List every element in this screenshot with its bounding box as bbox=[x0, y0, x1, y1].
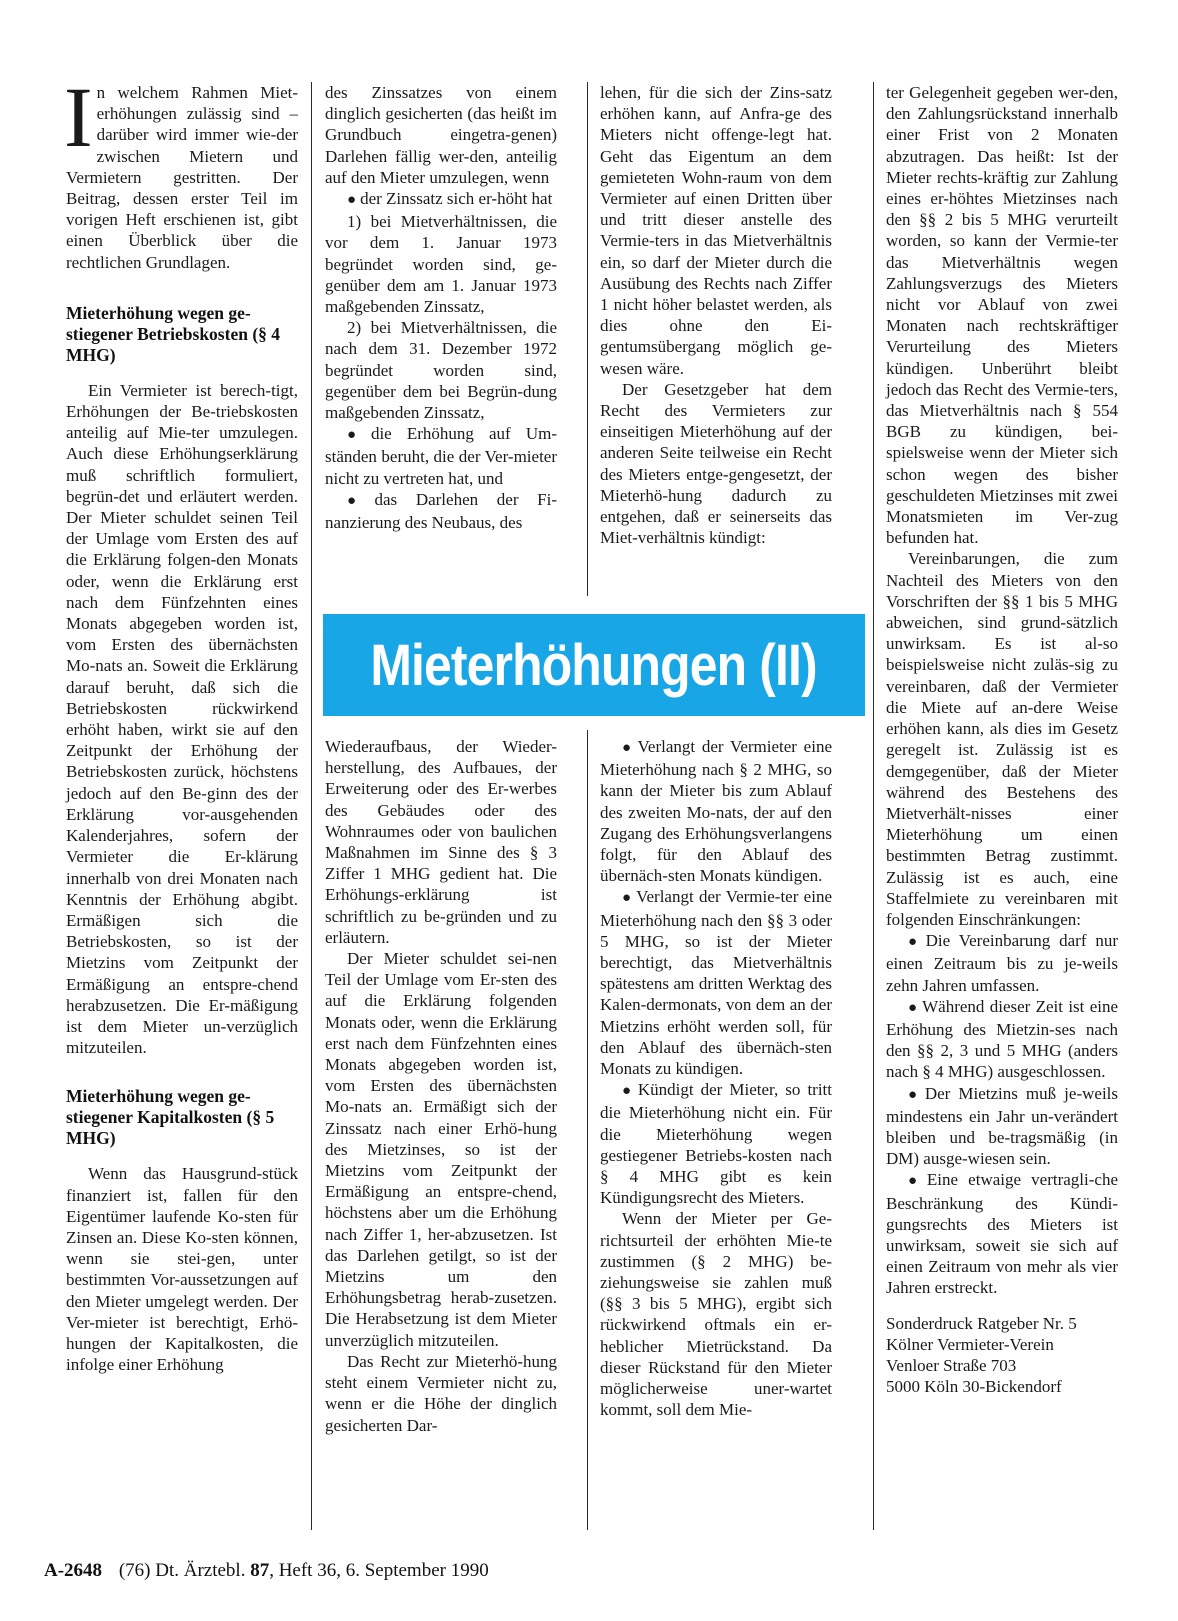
heading-betriebskosten: Mieterhöhung wegen ge-stiegener Betriebskosten (§ 4 MHG) bbox=[66, 302, 281, 365]
volume-number: 87 bbox=[250, 1560, 270, 1581]
paragraph: lehen, für die sich der Zins-satz erhöhen kann, auf Anfra-ge des Mieters nicht offenge-legt hat. Geht das Eigentum an dem gemieteten Wohn-raum von dem Vermieter auf einen Dritten über und tritt dieser anstelle des Vermie-ters in das Mietverhältnis ein, so darf der Mieter durch die Ausübung des Rechts nach Ziffer 1 nicht höher belastet werden, als dies ohne den Ei-gentumsübergang möglich ge-wesen wäre. bbox=[600, 83, 832, 378]
column-rule-2-lower bbox=[587, 730, 588, 1530]
column-3-lower bbox=[600, 736, 832, 1421]
bullet-icon: ● bbox=[622, 1083, 634, 1100]
intro-paragraph bbox=[64, 69, 298, 273]
bullet-icon: ● bbox=[347, 192, 357, 209]
bullet-item: ● die Erhöhung auf Um-ständen beruht, die der Ver-mieter nicht zu vertreten hat, und bbox=[325, 424, 557, 488]
bullet-item: ● Während dieser Zeit ist eine Erhöhung des Mietzin-ses nach den §§ 2, 3 und 5 MHG (anders nach § 4 MHG) ausgeschlossen. bbox=[886, 996, 1119, 1082]
paragraph: Der Mieter schuldet sei-nen Teil der Umlage vom Er-sten des auf die Erklärung folgenden Monats oder, wenn die Erklärung erst nach dem Fünfzehnten eines Monats abgegeben worden ist, vom Ersten des übernächsten Mo-nats an. Ermäßigt sich der Zinssatz nach einer Erhö-hung des Mietzinses, so ist der Mietzins vom Zeitpunkt der Ermäßigung an entspre-chend, höchstens aber um die Erhöhung nach Ziffer 1, her-abzusetzen. Ist das Darlehen getilgt, so ist der Mietzins um den Erhöhungsbetrag herab-zusetzen. Die Herabsetzung ist dem Mieter unverzüglich mitzuteilen. bbox=[325, 949, 557, 1350]
bullet-icon: ● bbox=[908, 1173, 923, 1190]
column-4 bbox=[886, 82, 1118, 1397]
drop-cap: I bbox=[64, 69, 93, 165]
paragraph: Vereinbarungen, die zum Nachteil des Mieters von den Vorschriften der §§ 1 bis 5 MHG abweichen, sind grund-sätzlich unwirksam. Es ist al-so beispielsweise nicht zuläs-sig zu vereinbaren, daß der Vermieter die Miete auf an-dere Weise erhöhen kann, als dies im Gesetz geregelt ist. Zulässig ist es demgegenüber, daß der Mieter während des Bestehens des Mietverhält-nisses einer Mieterhöhung um einen bestimmten Betrag zustimmt. Zulässig ist es auch, eine Staffelmiete zu vereinbaren mit folgenden Einschränkungen: bbox=[886, 549, 1118, 929]
paragraph: des Zinssatzes von einem dinglich gesicherten (das heißt im Grundbuch eingetra-genen) Darlehen fällig wer-den, anteilig auf den Mieter umzulegen, wenn bbox=[325, 83, 557, 187]
bullet-item: ● Der Mietzins muß je-weils mindestens ein Jahr un-verändert bleiben und be-tragsmäßig (in DM) ausge-wiesen sein. bbox=[886, 1083, 1119, 1169]
bullet-item: ● das Darlehen der Fi-nanzierung des Neubaus, des bbox=[325, 489, 557, 533]
bullet-item: ● Verlangt der Vermie-ter eine Mieterhöhung nach den §§ 3 oder 5 MHG, so ist der Mieter berechtigt, das Mietverhältnis spätestens am dritten Werktag des Kalen-dermonats, von dem an der Mietzins erhöht werden soll, für den Ablauf des übernäch-sten Monats zu kündigen. bbox=[600, 887, 832, 1079]
bullet-item: ● Eine etwaige vertragli-che Beschränkung des Kündi-gungsrechts des Mieters ist unwirksam, soweit sie sich auf einen Zeitraum von mehr als vier Jahren erstreckt. bbox=[886, 1170, 1118, 1298]
bullet-icon: ● bbox=[622, 890, 633, 907]
address-line: Sonderdruck Ratgeber Nr. 5 bbox=[886, 1313, 1077, 1333]
page-footer bbox=[44, 1560, 489, 1582]
bullet-item: ● Kündigt der Mieter, so tritt die Mieterhöhung nicht ein. Für die Mieterhöhung wegen gestiegener Betriebs-kosten nach § 4 MHG gibt es kein Kündigungsrecht des Mieters. bbox=[600, 1080, 833, 1208]
intro-text: n welchem Rahmen Miet-erhöhungen zulässig sind – darüber wird immer wie-der zwischen Mietern und Vermietern gestritten. Der Beitrag, dessen erster Teil im vorigen Heft erschienen ist, gibt einen Überblick über die rechtlichen Grundlagen. bbox=[66, 83, 298, 272]
heading-kapitalkosten: Mieterhöhung wegen ge-stiegener Kapitalkosten (§ 5 MHG) bbox=[66, 1086, 275, 1149]
paragraph: ter Gelegenheit gegeben wer-den, den Zahlungsrückstand innerhalb einer Frist von 2 Monaten abzutragen. Das heißt: Ist der Mieter rechts-kräftig zur Zahlung eines er-höhtes Mietzinses nach den §§ 2 bis 5 MHG verurteilt worden, so kann der Vermie-ter das Mietverhältnis wegen Zahlungsverzugs des Mieters nicht vor Ablauf von zwei Monaten nach rechtskräftiger Verurteilung des Mieters kündigen. Unberührt bleibt jedoch das Recht des Vermie-ters, das Mietverhältnis nach § 554 BGB zu kündigen, bei-spielsweise wenn der Mieter sich schon wegen des bisher geschuldeten Mietzinses mit zwei Monatsmieten im Ver-zug befunden hat. bbox=[886, 83, 1118, 548]
source-address bbox=[886, 1313, 1118, 1398]
column-rule-1 bbox=[311, 82, 312, 1530]
paragraph-betriebskosten: Ein Vermieter ist berech-tigt, Erhöhungen der Be-triebskosten anteilig auf Mie-ter umzulegen. Auch diese Erhöhungserklärung muß schriftlich formuliert, begrün-det und erläutert werden. Der Mieter schuldet seinen Teil der Umlage vom Ersten des auf die Erklärung folgen-den Monats oder, wenn die Erklärung erst nach dem Fünfzehnten eines Monats abgegeben worden ist, vom Ersten des übernächsten Mo-nats an. Soweit die Erklärung darauf beruht, daß sich die Betriebskosten rückwirkend erhöht haben, wirkt sie auf den Zeitpunkt der Erhöhung der Betriebskosten zurück, höchstens jedoch auf den Be-ginn des der Erklärung vor-ausgehenden Kalenderjahres, sofern der Vermieter die Er-klärung innerhalb von drei Monaten nach Kenntnis der Erhöhung abgibt. Ermäßigen sich die Betriebskosten, so ist der Mietzins vom Zeitpunkt der Ermäßigung an entspre-chend herabzusetzen. Die Er-mäßigung ist dem Mieter un-verzüglich mitzuteilen. bbox=[66, 380, 298, 1058]
bullet-icon: ● bbox=[347, 492, 371, 509]
sub-item: 1) bei Mietverhältnissen, die vor dem 1. Januar 1973 begründet worden sind, ge-genüber dem am 1. Januar 1973 maßgebenden Zinssatz, bbox=[325, 212, 557, 317]
bullet-icon: ● bbox=[622, 740, 634, 756]
bullet-item: ● Verlangt der Vermieter eine Mieterhöhung nach § 2 MHG, so kann der Mieter bis zum Ablauf des zweiten Mo-nats, der auf den Zugang des Erhöhungsverlangens folgt, für den Ablauf des übernäch-sten Monats kündigen. bbox=[600, 737, 833, 886]
address-line: Kölner Vermieter-Verein bbox=[886, 1334, 1054, 1354]
issue-date: , Heft 36, 6. September 1990 bbox=[269, 1560, 489, 1581]
bullet-icon: ● bbox=[908, 999, 919, 1016]
address-line: Venloer Straße 703 bbox=[886, 1355, 1017, 1375]
column-1 bbox=[64, 69, 298, 1375]
bullet-item: ● der Zinssatz sich er-höht hat bbox=[347, 189, 553, 209]
bullet-item: ● Die Vereinbarung darf nur einen Zeitraum bis zu je-weils zehn Jahren umfassen. bbox=[886, 931, 1119, 995]
sub-item: 2) bei Mietverhältnissen, die nach dem 31. Dezember 1972 begründet worden sind, gegenüber dem bei Begrün-dung maßgebenden Zinssatz, bbox=[325, 318, 557, 423]
column-rule-2 bbox=[587, 82, 588, 596]
bullet-icon: ● bbox=[347, 427, 367, 444]
paragraph: Wenn der Mieter per Ge-richtsurteil der erhöhten Mie-te zustimmen (§ 2 MHG) be-ziehungsweise sie zahlen muß (§§ 3 bis 5 MHG), ergibt sich rückwirkend oftmals ein er-heblicher Mietrückstand. Da dieser Rückstand für den Mieter möglicherweise uner-wartet kommt, soll dem Mie- bbox=[600, 1209, 832, 1420]
paragraph: Das Recht zur Mieterhö-hung steht einem Vermieter nicht zu, wenn er die Höhe der dinglich gesicherten Dar- bbox=[325, 1351, 557, 1435]
column-2-upper bbox=[325, 82, 557, 533]
bullet-icon: ● bbox=[908, 934, 922, 951]
page-code: A-2648 bbox=[44, 1560, 103, 1581]
column-3-upper bbox=[600, 82, 832, 548]
paragraph: Wiederaufbaus, der Wieder-herstellung, des Aufbaues, der Erweiterung oder des Er-werbes des Gebäudes oder des Wohnraumes oder von baulichen Maßnahmen im Sinne des § 3 Ziffer 1 MHG gedient hat. Die Erhöhungs-erklärung ist schriftlich zu be-gründen und zu erläutern. bbox=[325, 737, 557, 947]
page-title: Mieterhöhungen (II) bbox=[370, 632, 818, 698]
bullet-icon: ● bbox=[908, 1086, 921, 1103]
title-banner bbox=[323, 614, 865, 716]
address-line: 5000 Köln 30-Bickendorf bbox=[886, 1377, 1062, 1397]
column-2-lower bbox=[325, 736, 557, 1436]
paragraph: Der Gesetzgeber hat dem Recht des Vermieters zur einseitigen Mieterhöhung auf der anderen Seite teilweise ein Recht des Mieters entge-gengesetzt, der Mieterhö-hung dadurch zu entgehen, daß er seinerseits das Miet-verhältnis kündigt: bbox=[600, 379, 832, 548]
column-rule-3 bbox=[873, 82, 874, 1530]
paragraph-kapitalkosten: Wenn das Hausgrund-stück finanziert ist, fallen für den Eigentümer laufende Ko-sten für Zinsen an. Diese Ko-sten können, wenn sie stei-gen, unter bestimmten Vor-aussetzungen auf den Mieter umgelegt werden. Der Ver-mieter ist berechtigt, Erhö-hungen der Kapitalkosten, die infolge einer Erhöhung bbox=[66, 1164, 298, 1375]
journal-ref: (76) Dt. Ärztebl. bbox=[118, 1560, 246, 1581]
